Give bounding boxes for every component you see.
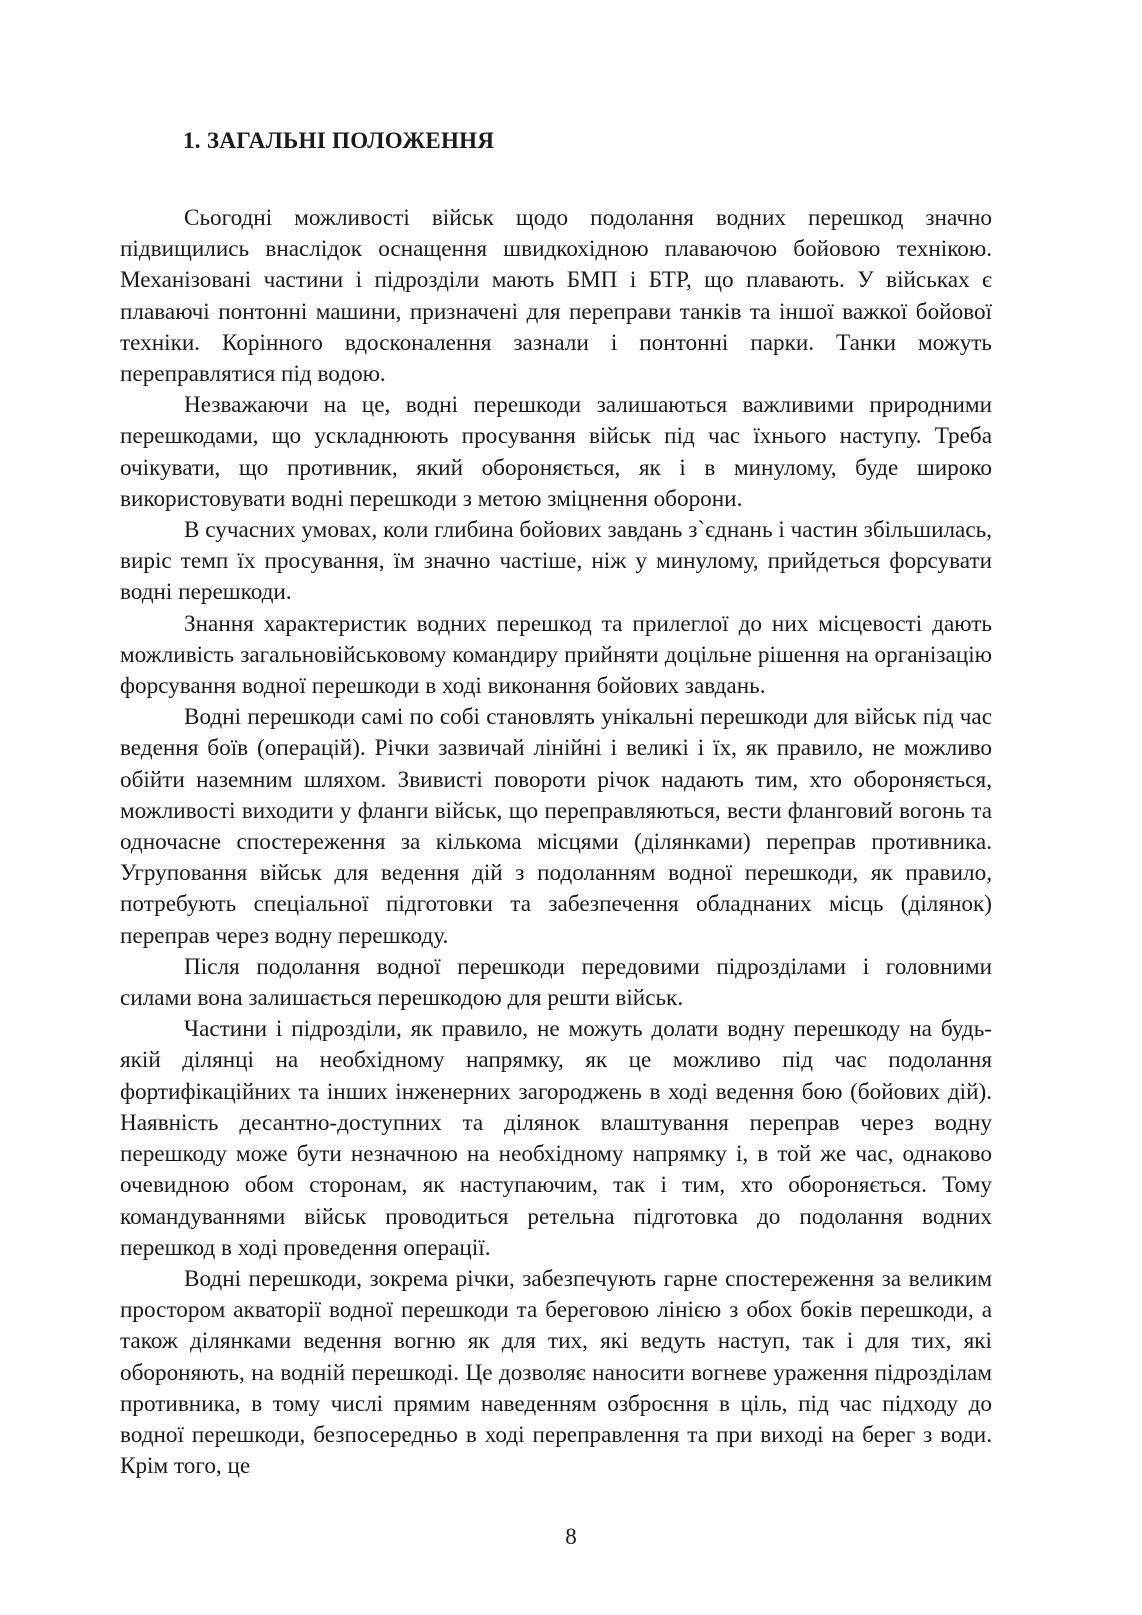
paragraph: Водні перешкоди, зокрема річки, забезпечують гарне спостереження за великим простором акваторії водної перешкоди та береговою лінією з обох боків перешкоди, а також ділянками ведення вогню як для тих, які ведуть наступ, так і для тих, які обороняють, на водній перешкоді. Це дозволяє наносити вогневе ураження підрозділам противника, в тому числі прямим наведенням озброєння в ціль, під час підходу до водної перешкоди, безпосередньо в ході переправлення та при виході на берег з води. Крім того, це xyxy=(120,1265,992,1480)
paragraph: Сьогодні можливості військ щодо подолання водних перешкод значно підвищились внаслідок оснащення швидкохідною плаваючою бойовою технікою. Механізовані частини і підрозділи мають БМП і БТР, що плавають. У військах є плаваючі понтонні машини, призначені для переправи танків та іншої важкої бойової техніки. Корінного вдосконалення зазнали і понтонні парки. Танки можуть переправлятися під водою. xyxy=(120,205,992,388)
body-text xyxy=(120,203,992,1482)
paragraph: Водні перешкоди самі по собі становлять унікальні перешкоди для військ під час ведення боїв (операцій). Річки зазвичай лінійні і великі і їх, як правило, не можливо обійти наземним шляхом. Звивисті повороти річок надають тим, хто обороняється, можливості виходити у фланги військ, що переправляються, вести фланговий вогонь та одночасне спостереження за кількома місцями (ділянками) переправ противника. Угруповання військ для ведення дій з подоланням водної перешкоди, як правило, потребують спеціальної підготовки та забезпечення обладнаних місць (ділянок) переправ через водну перешкоду. xyxy=(120,704,992,949)
paragraph: Частини і підрозділи, як правило, не можуть долати водну перешкоду на будь-якій ділянці на необхідному напрямку, як це можливо під час подолання фортифікаційних та інших інженерних загороджень в ході ведення бою (бойових дій). Наявність десантно-доступних та ділянок влаштування переправ через водну перешкоду може бути незначною на необхідному напрямку і, в той же час, однаково очевидною обом сторонам, як наступаючим, так і тим, хто обороняється. Тому командуваннями військ проводиться ретельна підготовка до подолання водних перешкод в ході проведення операції. xyxy=(120,1016,992,1261)
paragraph: Знання характеристик водних перешкод та прилеглої до них місцевості дають можливість загальновійськовому командиру прийняти доцільне рішення на організацію форсування водної перешкоди в ході виконання бойових завдань. xyxy=(120,610,992,700)
paragraph: Після подолання водної перешкоди передовими підрозділами і головними силами вона залишається перешкодою для решти військ. xyxy=(120,953,992,1012)
paragraph: Незважаючи на це, водні перешкоди залишаються важливими природними перешкодами, що ускладнюють просування військ під час їхнього наступу. Треба очікувати, що противник, який обороняється, як і в минулому, буде широко використовувати водні перешкоди з метою зміцнення оборони. xyxy=(120,392,992,512)
page-number: 8 xyxy=(565,1524,577,1549)
section-heading: 1. ЗАГАЛЬНІ ПОЛОЖЕННЯ xyxy=(183,128,495,153)
paragraph: В сучасних умовах, коли глибина бойових завдань з`єднань і частин збільшилась, виріс темп їх просування, їм значно частіше, ніж у минулому, прийдеться форсувати водні перешкоди. xyxy=(120,517,992,606)
